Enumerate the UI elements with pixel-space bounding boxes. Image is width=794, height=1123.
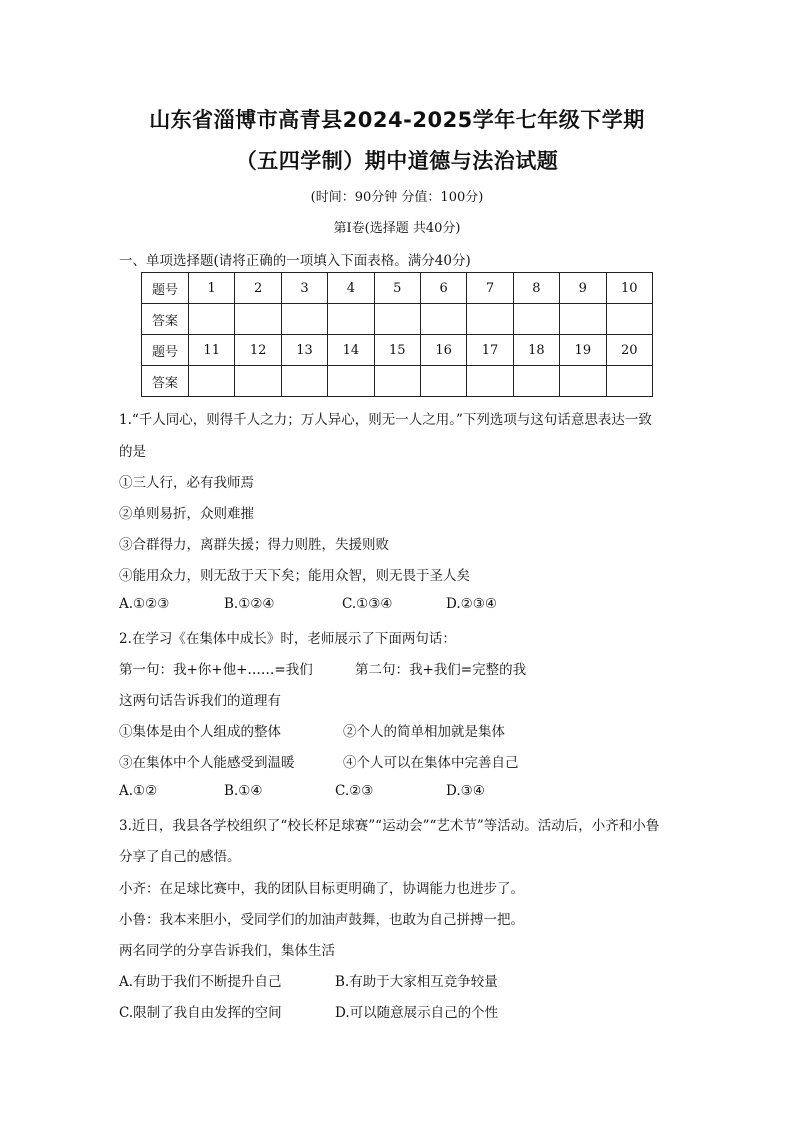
q2-stem: 2.在学习《在集体中成长》时，老师展示了下面两句话： [119,631,456,647]
question-number: 15 [374,335,420,366]
q2-question: 这两句话告诉我们的道理有 [119,693,281,709]
q3-option-d[interactable]: D.可以随意展示自己的个性 [335,1005,499,1021]
table-row [142,304,653,335]
q3-xiaolu: 小鲁：我本来胆小，受同学们的加油声鼓舞，也敢为自己拼搏一把。 [119,912,524,928]
row-label: 答案 [142,366,189,397]
answer-cell[interactable] [560,366,606,397]
answer-cell[interactable] [281,366,327,397]
q3-question: 两名同学的分享告诉我们，集体生活 [119,943,335,959]
question-number: 12 [235,335,281,366]
q3-xiaoqi: 小齐：在足球比赛中，我的团队目标更明确了，协调能力也进步了。 [119,881,524,897]
question-number: 11 [189,335,235,366]
question-number: 19 [560,335,606,366]
q1-stem: 1.“千人同心，则得千人之力；万人异心，则无一人之用。”下列选项与这句话意思表达一致 [119,412,652,428]
q3-option-c[interactable]: C.限制了我自由发挥的空间 [119,1005,282,1021]
q3-option-b[interactable]: B.有助于大家相互竞争较量 [335,974,498,990]
q2-option-c[interactable]: C.②③ [335,783,374,799]
answer-table [141,272,653,397]
question-number: 16 [420,335,466,366]
table-row [142,273,653,304]
q3-option-a[interactable]: A.有助于我们不断提升自己 [119,974,282,990]
q1-item: ②单则易折，众则难摧 [119,506,254,522]
q2-item: ④个人可以在集体中完善自己 [343,755,519,771]
q1-item: ①三人行，必有我师焉 [119,475,254,491]
answer-cell[interactable] [328,304,374,335]
question-number: 2 [235,273,281,304]
q2-item: ③在集体中个人能感受到温暖 [119,755,295,771]
q1-item: ④能用众力，则无敌于天下矣；能用众智，则无畏于圣人矣 [119,568,470,584]
answer-cell[interactable] [513,366,559,397]
q1-option-a[interactable]: A.①②③ [119,596,170,612]
answer-cell[interactable] [606,366,652,397]
question-number: 10 [606,273,652,304]
question-number: 4 [328,273,374,304]
answer-cell[interactable] [374,304,420,335]
q1-option-c[interactable]: C.①③④ [342,596,393,612]
answer-cell[interactable] [281,304,327,335]
answer-cell[interactable] [189,304,235,335]
q2-sentence-2: 第二句：我+我们=完整的我 [355,662,527,678]
question-number: 17 [467,335,513,366]
exam-title-line1: 山东省淄博市高青县2024-2025学年七年级下学期 [149,108,645,132]
question-number: 5 [374,273,420,304]
q2-item: ①集体是由个人组成的整体 [119,724,281,740]
answer-cell[interactable] [606,304,652,335]
question-number: 6 [420,273,466,304]
q1-option-b[interactable]: B.①②④ [224,596,275,612]
answer-cell[interactable] [513,304,559,335]
answer-cell[interactable] [420,304,466,335]
q2-option-d[interactable]: D.③④ [446,783,485,799]
q3-stem: 3.近日，我县各学校组织了“校长杯足球赛”“运动会”“艺术节”等活动。活动后，小齐和小鲁 [119,818,660,834]
q2-sentence-1: 第一句：我+你+他+……=我们 [119,662,313,678]
answer-cell[interactable] [467,304,513,335]
section-heading: 一、单项选择题(请将正确的一项填入下面表格。满分40分) [119,253,471,269]
answer-cell[interactable] [467,366,513,397]
answer-cell[interactable] [420,366,466,397]
question-number: 7 [467,273,513,304]
question-number: 20 [606,335,652,366]
question-number: 1 [189,273,235,304]
volume-header: 第Ⅰ卷(选择题 共40分) [333,221,461,236]
exam-meta: (时间：90分钟 分值：100分) [310,190,484,205]
answer-cell[interactable] [328,366,374,397]
question-number: 8 [513,273,559,304]
exam-title-line2: （五四学制）期中道德与法治试题 [235,149,559,173]
question-number: 3 [281,273,327,304]
question-number: 14 [328,335,374,366]
answer-cell[interactable] [560,304,606,335]
question-number: 18 [513,335,559,366]
q1-item: ③合群得力，离群失援；得力则胜，失援则败 [119,537,389,553]
q1-option-d[interactable]: D.②③④ [446,596,497,612]
row-label: 题号 [142,273,189,304]
row-label: 答案 [142,304,189,335]
q1-stem-cont: 的是 [119,444,146,460]
q2-item: ②个人的简单相加就是集体 [343,724,505,740]
question-number: 13 [281,335,327,366]
row-label: 题号 [142,335,189,366]
table-row [142,366,653,397]
answer-cell[interactable] [374,366,420,397]
q3-stem-cont: 分享了自己的感悟。 [119,849,241,865]
q2-option-b[interactable]: B.①④ [224,783,263,799]
answer-cell[interactable] [235,304,281,335]
table-row [142,335,653,366]
q2-option-a[interactable]: A.①② [119,783,158,799]
answer-cell[interactable] [189,366,235,397]
answer-cell[interactable] [235,366,281,397]
question-number: 9 [560,273,606,304]
